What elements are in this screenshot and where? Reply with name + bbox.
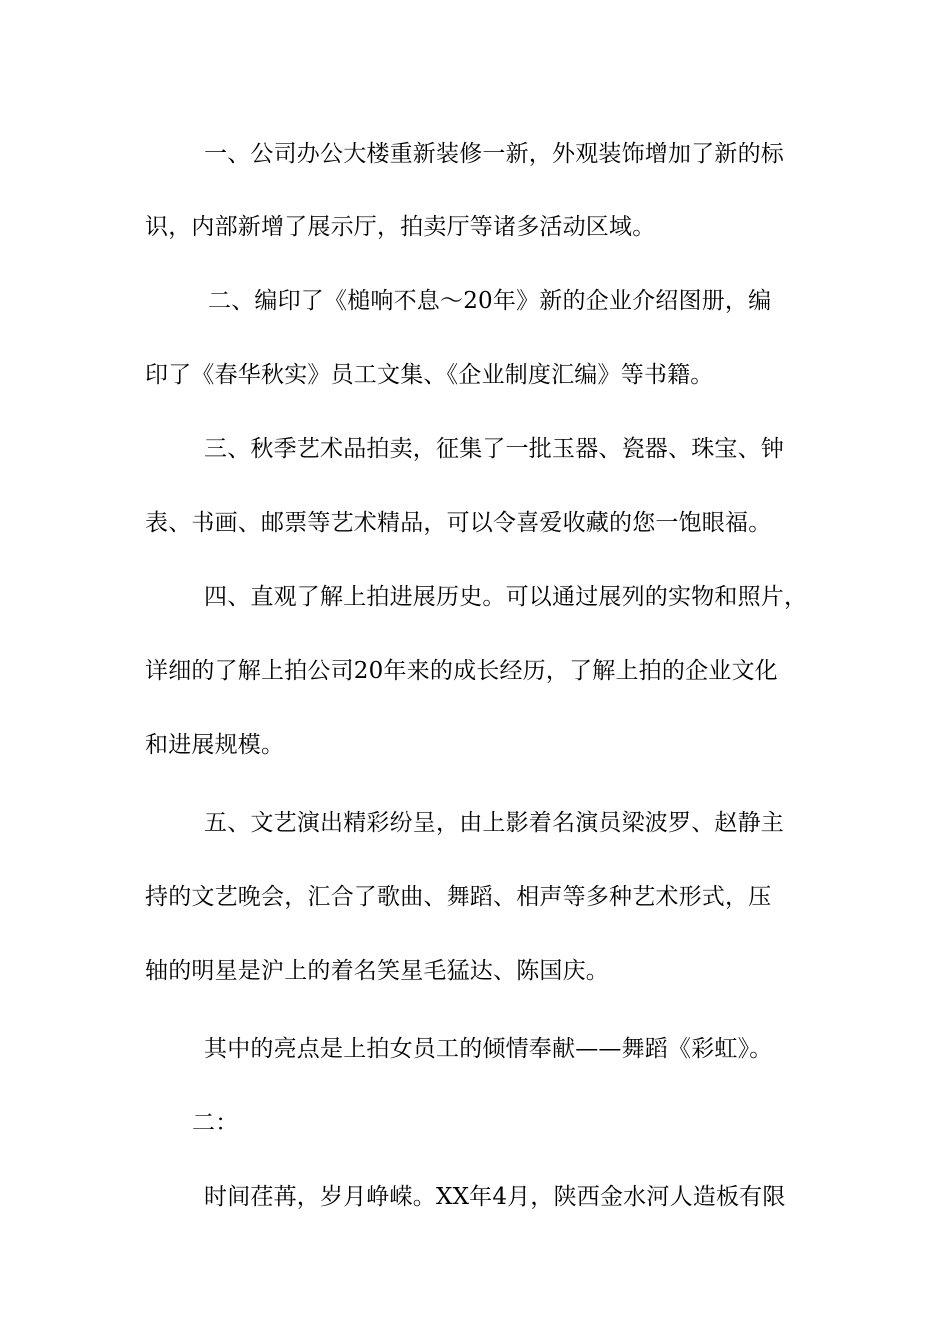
paragraph-3-line-2: 表、书画、邮票等艺术精品，可以令喜爱收藏的您一饱眼福。 <box>145 510 772 536</box>
paragraph-4-line-2: 详细的了解上拍公司20年来的成长经历，了解上拍的企业文化 <box>145 658 778 684</box>
paragraph-5-line-2: 持的文艺晚会，汇合了歌曲、舞蹈、相声等多种艺术形式，压 <box>145 884 772 910</box>
paragraph-1-line-2: 识，内部新增了展示厅，拍卖厅等诸多活动区域。 <box>145 214 656 240</box>
paragraph-2-line-1: 二、编印了《槌响不息～20年》新的企业介绍图册，编 <box>208 288 772 314</box>
paragraph-4-line-1: 四、直观了解上拍进展历史。可以通过展列的实物和照片， <box>204 584 808 610</box>
paragraph-3-line-1: 三、秋季艺术品拍卖，征集了一批玉器、瓷器、珠宝、钟 <box>204 436 784 462</box>
paragraph-5-line-3: 轴的明星是沪上的着名笑星毛猛达、陈国庆。 <box>145 958 609 984</box>
paragraph-6-line-1: 其中的亮点是上拍女员工的倾情奉献——舞蹈《彩虹》。 <box>204 1036 773 1062</box>
paragraph-5-line-1: 五、文艺演出精彩纷呈，由上影着名演员梁波罗、赵静主 <box>204 810 784 836</box>
section-heading: 二： <box>192 1110 239 1136</box>
paragraph-1-line-1: 一、公司办公大楼重新装修一新，外观装饰增加了新的标 <box>204 141 784 167</box>
paragraph-4-line-3: 和进展规模。 <box>145 732 285 758</box>
paragraph-7-line-1: 时间荏苒，岁月峥嵘。XX年4月，陕西金水河人造板有限 <box>204 1184 786 1210</box>
paragraph-2-line-2: 印了《春华秋实》员工文集、《企业制度汇编》等书籍。 <box>145 362 714 388</box>
